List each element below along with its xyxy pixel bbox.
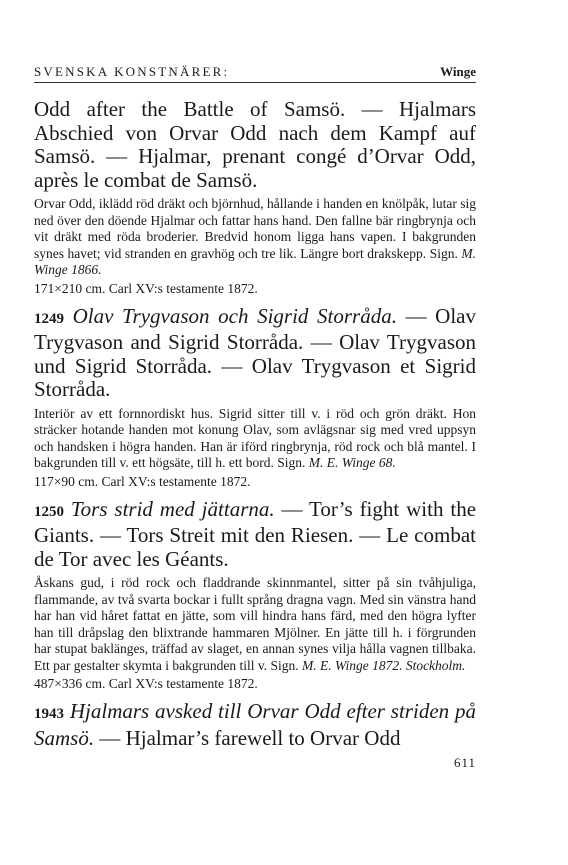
entry-title-translations: — Tor’s fight with the Giants. — Tors Streit mit den Riesen. — Le combat de Tor avec les Géants. <box>34 496 477 571</box>
entry-title-translations: — Olav Trygvason and Sigrid Storråda. — Olav Trygvason und Sigrid Storråda. — Olav Trygvason et Sigrid Storråda. <box>34 303 477 401</box>
entry-dimensions: 117×90 cm. Carl XV:s testamente 1872. <box>34 473 251 489</box>
entry-title <box>34 98 476 192</box>
entry-number: 1250 <box>34 503 64 520</box>
header-section-title: SVENSKA KONSTNÄRER: <box>34 64 230 79</box>
header-artist-name: Winge <box>440 64 476 79</box>
entry-title <box>34 305 476 402</box>
entry-number: 1943 <box>34 706 64 722</box>
entry-title <box>34 498 476 572</box>
entry-dimensions: 171×210 cm. Carl XV:s testamente 1872. <box>34 280 258 296</box>
entry-title-swedish: Olav Trygvason och Sigrid Storråda. <box>72 303 397 328</box>
entry-title-translations: — Hjalmar’s farewell to Orvar Odd <box>94 725 401 750</box>
entry-dimensions: 487×336 cm. Carl XV:s testamente 1872. <box>34 676 258 691</box>
entry-description <box>34 575 476 674</box>
entry-title <box>34 700 476 750</box>
entry-description-text: Åskans gud, i röd rock och fladdrande skinnmantel, sitter på sin tvåhjuliga, flammande, av två svarta bockar i fullt språng dragna vagn. Med sin vänstra hand har han vid håret fattat en jätte, som vill hindra hans färd, med den högra lyfter han till dråpslag den blixtrande hammaren Mjölner. En jätte till h. i förgrunden har stupat baklänges, träffad av slaget, en annan synes vilja hålla vagnen tillbaka. Ett par gestalter skymta i bakgrunden till v. Sign. <box>34 575 476 673</box>
entry-description-text: Interiör av ett fornnordiskt hus. Sigrid sitter till v. i röd och grön dräkt. Hon sträcker hotande handen mot konung Olav, som avlägsnar sig med vred uppsyn och handsken i högra handen. Han är iförd ringbrynja, röd rock och blå mantel. I bakgrunden till v. ett högsäte, till h. ett bord. Sign. <box>34 405 476 470</box>
entry-title-text: Odd after the Battle of Samsö. — Hjalmars Abschied von Orvar Odd nach dem Kampf auf Samsö. — Hjalmar, prenant congé d’Orvar Odd, après le combat de Samsö. <box>34 97 476 192</box>
entry-description-text: Orvar Odd, iklädd röd dräkt och björnhud, hållande i handen en knölpåk, lutar sig ned över den döende Hjalmar och fattar hans hand. Den fallne bär ringbrynja och vit dräkt med röda broderier. Bredvid honom ligga hans vapen. I bakgrunden synes havet; vid stranden en gravhög och tre lik. Längre bort drakskepp. Sign. <box>34 196 476 261</box>
running-header <box>34 60 476 84</box>
entry-signature: M. E. Winge 68. <box>308 455 396 470</box>
catalogue-entry <box>34 305 476 490</box>
entry-description <box>34 406 476 472</box>
catalogue-entry <box>34 700 476 750</box>
entry-title-swedish: Tors strid med jättarna. <box>70 496 275 521</box>
entry-number: 1249 <box>34 310 64 327</box>
entry-signature: M. Winge 1866. <box>34 245 476 277</box>
catalogue-entry <box>34 98 476 297</box>
entry-title-swedish: Hjalmars avsked till Orvar Odd efter striden på Samsö. <box>34 699 476 750</box>
page-number: 611 <box>453 755 476 770</box>
entry-description <box>34 196 476 279</box>
catalogue-entries <box>34 98 476 758</box>
catalogue-entry <box>34 498 476 693</box>
header-rule <box>34 82 476 83</box>
entry-signature: M. E. Winge 1872. Stockholm. <box>301 657 466 673</box>
